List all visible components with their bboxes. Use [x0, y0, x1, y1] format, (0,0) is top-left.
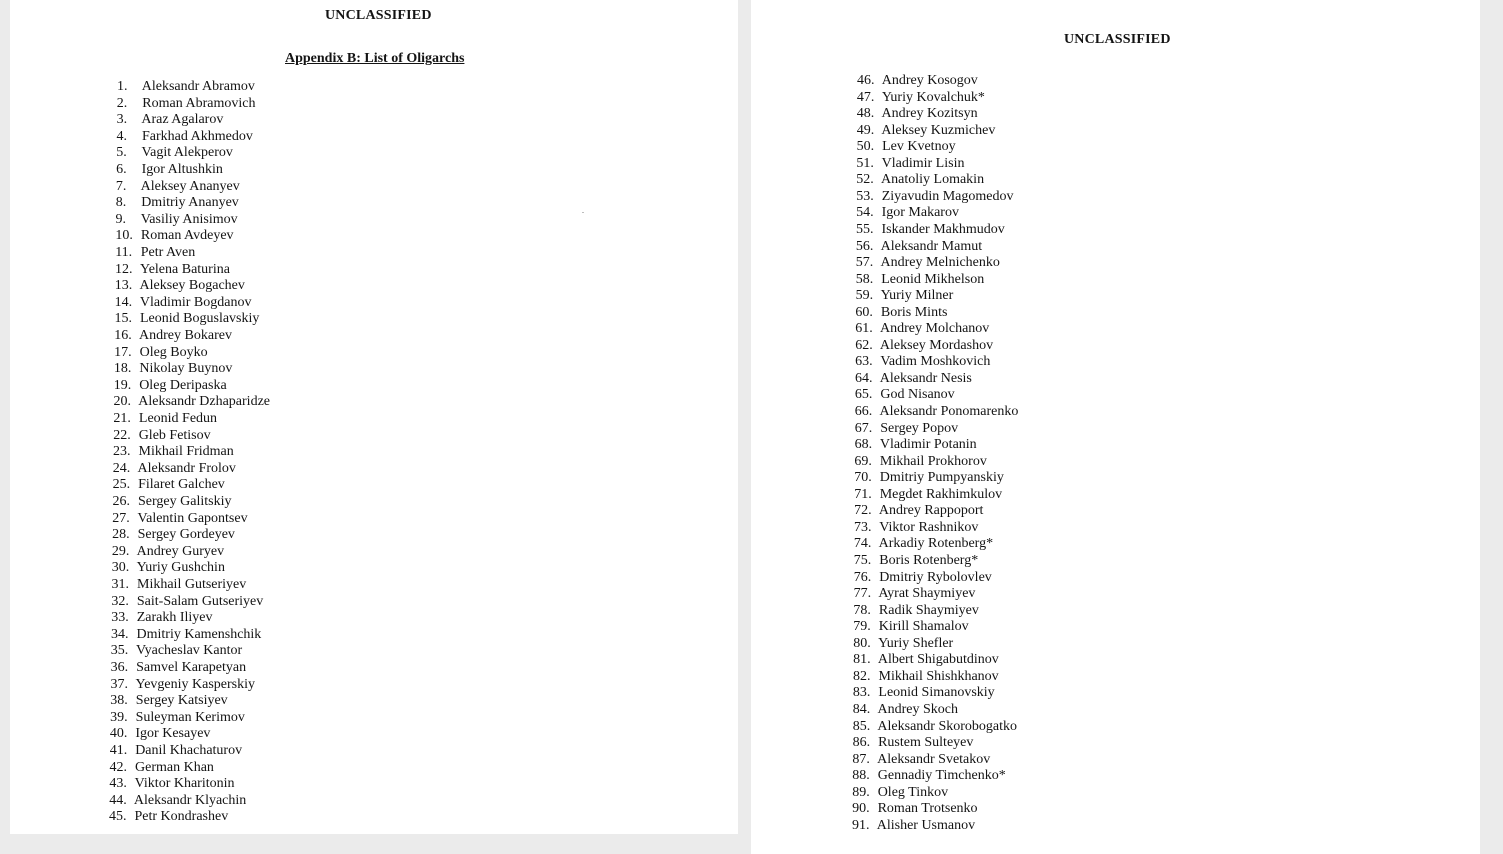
list-item-name: Vyacheslav Kantor: [136, 643, 243, 659]
list-item-number: 37.: [110, 676, 128, 692]
list-item: [853, 636, 953, 652]
list-item-number: 9.: [115, 211, 126, 227]
list-item-name: Roman Avdeyev: [140, 228, 234, 244]
list-item-number: 54.: [856, 205, 874, 221]
list-item: [856, 255, 1000, 271]
list-item: [853, 603, 978, 619]
list-item: [855, 404, 1019, 420]
list-item-name: Roman Trotsenko: [877, 801, 978, 817]
list-item-number: 71.: [854, 486, 872, 502]
list-item-name: Dmitriy Kamenshchik: [136, 626, 262, 642]
list-item-name: Igor Makarov: [881, 205, 959, 221]
list-item: [113, 444, 234, 460]
list-item-number: 51.: [856, 155, 874, 171]
list-item: [112, 544, 224, 560]
list-item-number: 25.: [112, 477, 131, 493]
list-item-number: 32.: [111, 593, 129, 609]
list-item: [856, 222, 1005, 238]
list-item-name: Yuriy Gushchin: [136, 560, 225, 576]
list-item: [852, 785, 948, 801]
list-item: [117, 96, 256, 112]
document-page-right: [751, 0, 1480, 854]
list-item-name: Ayrat Shaymiyev: [878, 586, 976, 602]
list-item-number: 84.: [852, 701, 871, 717]
list-item: [109, 809, 228, 825]
list-item: [854, 487, 1002, 503]
list-item-number: 15.: [114, 311, 132, 327]
list-item: [111, 627, 261, 643]
list-item-name: Aleksandr Mamut: [880, 238, 983, 254]
list-item-number: 53.: [856, 188, 874, 204]
list-item-number: 78.: [853, 602, 871, 618]
list-item: [852, 801, 977, 817]
list-item: [116, 145, 233, 161]
list-item-number: 16.: [114, 328, 132, 343]
list-item-number: 59.: [855, 288, 874, 304]
list-item: [855, 321, 989, 337]
list-item-number: 72.: [854, 503, 872, 519]
list-item-name: Yevgeniy Kasperskiy: [135, 676, 255, 692]
list-item-number: 67.: [854, 420, 873, 436]
list-item: [853, 669, 999, 685]
list-item-name: Roman Abramovich: [142, 95, 256, 111]
list-item-name: Iskander Makhmudov: [881, 222, 1005, 237]
list-item-number: 73.: [854, 519, 872, 535]
list-item-number: 27.: [112, 510, 130, 526]
list-item-number: 91.: [852, 817, 870, 833]
list-item: [855, 387, 955, 403]
list-item-number: 81.: [853, 652, 871, 668]
list-item-name: Vladimir Bogdanov: [139, 294, 252, 310]
list-item-number: 80.: [853, 635, 871, 651]
list-item-name: Leonid Boguslavskiy: [140, 311, 260, 327]
list-item-number: 56.: [855, 238, 874, 254]
list-item-name: Rustem Sulteyev: [878, 735, 974, 750]
list-item-number: 86.: [852, 735, 871, 750]
list-item-name: Viktor Rashnikov: [879, 519, 979, 535]
list-item: [112, 577, 247, 593]
list-item-number: 74.: [853, 536, 872, 552]
list-item: [115, 262, 230, 278]
list-item: [110, 693, 227, 709]
list-item: [856, 272, 985, 288]
list-item-number: 45.: [109, 809, 127, 825]
list-item-number: 50.: [856, 139, 875, 155]
list-item: [853, 619, 968, 635]
list-item-number: 40.: [109, 726, 128, 742]
list-item: [857, 90, 985, 106]
list-item-number: 8.: [115, 195, 127, 211]
list-item-name: Yelena Baturina: [139, 261, 230, 277]
list-item: [113, 428, 210, 444]
list-item-name: Aleksandr Frolov: [137, 460, 236, 476]
list-item: [854, 520, 978, 536]
list-item-name: Arkadiy Rotenberg*: [878, 536, 994, 552]
list-item-name: Andrey Melnichenko: [880, 255, 1000, 271]
list-item: [854, 570, 992, 586]
list-item: [114, 378, 227, 394]
list-item-name: Leonid Mikhelson: [881, 271, 985, 287]
list-item: [857, 123, 996, 139]
list-item-name: God Nisanov: [880, 387, 955, 403]
list-item-number: 22.: [113, 427, 131, 443]
list-item-name: Vladimir Lisin: [881, 155, 965, 171]
list-item-number: 60.: [855, 304, 873, 320]
list-item-number: 62.: [855, 337, 873, 353]
list-item-name: Sergey Katsiyev: [135, 693, 228, 709]
list-item-name: Vasiliy Anisimov: [140, 211, 238, 227]
list-item-name: Sergey Galitskiy: [138, 494, 232, 509]
list-item-number: 5.: [116, 145, 127, 161]
list-item-name: Andrey Guryev: [136, 543, 225, 559]
list-item: [110, 726, 211, 742]
list-item-name: Igor Kesayev: [135, 726, 211, 742]
list-item-name: Viktor Kharitonin: [134, 776, 235, 792]
list-item-name: Alisher Usmanov: [876, 817, 976, 833]
list-item-name: Dmitriy Rybolovlev: [879, 569, 992, 585]
list-item: [853, 735, 974, 751]
list-item: [855, 305, 947, 321]
list-item-number: 35.: [110, 643, 129, 659]
list-item-number: 12.: [115, 261, 133, 277]
list-item: [854, 470, 1004, 486]
list-item-number: 68.: [854, 437, 873, 453]
list-item-name: Vladimir Potanin: [879, 437, 977, 453]
list-item-name: Andrey Kozitsyn: [881, 106, 978, 122]
list-item-number: 38.: [110, 693, 128, 709]
list-item: [852, 768, 1005, 784]
list-item-number: 31.: [111, 577, 129, 592]
list-item-number: 4.: [116, 128, 127, 144]
list-item: [110, 743, 242, 759]
list-item-number: 75.: [853, 553, 872, 568]
list-item-name: Yuriy Shefler: [878, 635, 954, 651]
scan-speck: [582, 212, 584, 213]
list-item: [115, 228, 233, 244]
list-item-name: Albert Shigabutdinov: [877, 652, 999, 668]
list-item: [853, 702, 958, 718]
list-item-name: Valentin Gapontsev: [137, 510, 248, 526]
list-item-name: Aleksandr Ponomarenko: [879, 404, 1019, 419]
list-item: [855, 437, 977, 453]
list-item: [855, 421, 958, 437]
list-item-number: 18.: [113, 361, 132, 377]
list-item: [857, 73, 978, 89]
list-item: [857, 139, 956, 155]
list-item-number: 55.: [856, 222, 874, 237]
list-item-name: Danil Khachaturov: [135, 743, 243, 758]
list-item-number: 83.: [852, 685, 871, 701]
list-item-number: 47.: [856, 89, 875, 105]
list-item-name: Leonid Simanovskiy: [878, 685, 995, 701]
list-item: [116, 162, 223, 178]
list-item-number: 14.: [114, 294, 133, 310]
list-item-name: Aleksey Ananyev: [140, 178, 240, 194]
list-item: [113, 461, 236, 477]
list-item: [112, 560, 225, 576]
list-item-number: 23.: [113, 444, 131, 460]
list-item-number: 19.: [113, 377, 132, 393]
list-item: [116, 195, 239, 211]
list-item-name: Dmitriy Ananyev: [141, 195, 239, 211]
list-item: [854, 553, 978, 569]
list-item: [113, 411, 217, 427]
list-item-name: Boris Mints: [880, 304, 948, 320]
list-item-name: German Khan: [135, 759, 214, 775]
list-item-name: Nikolay Buynov: [139, 361, 233, 377]
list-item: [856, 288, 954, 304]
list-item-name: Suleyman Kerimov: [135, 709, 245, 725]
list-item-number: 11.: [115, 245, 133, 260]
list-item-name: Mikhail Shishkhanov: [878, 668, 999, 684]
list-item-number: 79.: [853, 619, 871, 635]
list-item-name: Andrey Skoch: [877, 701, 959, 717]
list-item-number: 49.: [856, 122, 875, 138]
list-item-name: Radik Shaymiyev: [878, 602, 979, 618]
list-item-number: 89.: [852, 784, 870, 800]
list-item-number: 64.: [855, 370, 873, 386]
list-item-number: 90.: [852, 801, 870, 817]
list-item: [854, 454, 986, 470]
list-item: [117, 112, 224, 128]
list-item-number: 6.: [116, 162, 127, 177]
list-item-name: Igor Altushkin: [141, 162, 223, 177]
list-item: [109, 776, 234, 792]
list-item-number: 39.: [110, 709, 128, 725]
list-item: [116, 179, 240, 195]
list-item-name: Oleg Tinkov: [877, 784, 949, 800]
list-item-name: Sergey Popov: [880, 420, 959, 436]
list-item-number: 46.: [857, 73, 875, 88]
list-item-number: 87.: [852, 751, 870, 767]
list-item-number: 28.: [112, 527, 130, 543]
list-item-name: Aleksandr Nesis: [879, 370, 972, 386]
list-item-name: Aleksandr Svetakov: [877, 751, 991, 767]
list-item-name: Megdet Rakhimkulov: [879, 486, 1003, 502]
list-item: [111, 643, 242, 659]
list-item-name: Yuriy Kovalchuk*: [881, 89, 985, 105]
list-item-number: 41.: [109, 743, 128, 758]
list-item-number: 21.: [113, 411, 131, 426]
list-item: [113, 494, 232, 510]
list-item-number: 17.: [114, 344, 132, 360]
list-item-number: 76.: [853, 569, 872, 585]
list-item-number: 63.: [855, 354, 873, 370]
list-item: [115, 295, 252, 311]
list-item-number: 88.: [852, 768, 870, 784]
classification-marking: UNCLASSIFIED: [1064, 32, 1171, 47]
list-item-name: Aleksey Kuzmichev: [881, 122, 996, 138]
list-item: [852, 818, 975, 834]
list-item-number: 33.: [111, 610, 129, 626]
list-item: [856, 189, 1013, 205]
list-item-number: 7.: [115, 178, 127, 194]
list-item: [116, 212, 238, 228]
list-item: [114, 345, 208, 361]
list-item-name: Aleksey Bogachev: [139, 278, 245, 294]
list-item-name: Aleksandr Skorobogatko: [877, 718, 1018, 734]
list-item-number: 36.: [110, 660, 129, 675]
list-item: [114, 361, 232, 377]
list-item-number: 2.: [116, 95, 128, 111]
list-item: [854, 503, 983, 519]
list-item: [112, 511, 247, 527]
list-item-number: 13.: [114, 278, 133, 294]
list-item-name: Mikhail Gutseriyev: [137, 577, 247, 592]
list-item: [113, 477, 225, 493]
list-item-number: 57.: [855, 255, 874, 271]
list-item: [852, 752, 990, 768]
list-item-name: Filaret Galchev: [138, 477, 225, 493]
list-item-name: Aleksandr Dzhaparidze: [138, 394, 271, 410]
list-item: [115, 278, 245, 294]
list-item-name: Andrey Molchanov: [880, 321, 990, 337]
list-item: [114, 394, 271, 410]
list-item-name: Kirill Shamalov: [878, 619, 969, 635]
list-item: [857, 106, 978, 122]
list-item-number: 48.: [856, 106, 875, 122]
list-item-number: 61.: [855, 321, 873, 337]
list-item-name: Petr Kondrashev: [134, 809, 229, 825]
list-item: [855, 338, 993, 354]
list-item: [115, 245, 195, 261]
list-item-name: Lev Kvetnoy: [882, 139, 956, 155]
list-item: [856, 239, 982, 255]
list-item: [117, 79, 255, 95]
list-item-name: Andrey Kosogov: [881, 73, 978, 88]
list-item-number: 70.: [854, 470, 872, 486]
list-item-number: 1.: [117, 79, 128, 94]
list-item-number: 42.: [109, 759, 127, 775]
list-item-number: 58.: [855, 271, 874, 287]
list-item-name: Petr Aven: [140, 245, 196, 260]
list-item-number: 24.: [112, 460, 131, 476]
list-item: [853, 652, 999, 668]
list-item: [853, 685, 995, 701]
list-item-name: Vadim Moshkovich: [880, 354, 991, 370]
list-item-number: 65.: [854, 387, 873, 403]
appendix-title: Appendix B: List of Oligarchs: [285, 51, 465, 66]
list-item: [856, 205, 959, 221]
list-item-name: Gennadiy Timchenko*: [877, 768, 1006, 784]
list-item: [856, 172, 984, 188]
list-item-number: 34.: [111, 626, 129, 642]
list-item: [110, 710, 245, 726]
list-item-number: 82.: [853, 668, 871, 684]
list-item-name: Oleg Deripaska: [139, 377, 227, 393]
list-item-name: Mikhail Prokhorov: [879, 453, 987, 469]
list-item: [112, 527, 235, 543]
list-item-name: Aleksandr Klyachin: [133, 792, 247, 808]
list-item-name: Ziyavudin Magomedov: [881, 188, 1014, 204]
list-item: [111, 610, 212, 626]
list-item-number: 85.: [852, 718, 871, 734]
list-item-name: Yuriy Milner: [880, 288, 954, 304]
list-item-number: 3.: [116, 112, 128, 128]
list-item-name: Mikhail Fridman: [138, 444, 234, 460]
list-item-number: 69.: [854, 453, 872, 469]
list-item: [111, 660, 247, 676]
list-item-name: Araz Agalarov: [141, 112, 224, 128]
list-item-name: Gleb Fetisov: [138, 427, 211, 443]
list-item-number: 44.: [109, 792, 127, 808]
list-item: [853, 719, 1017, 735]
list-item: [855, 354, 990, 370]
list-item-number: 29.: [111, 543, 130, 559]
list-item-name: Anatoliy Lomakin: [881, 172, 985, 188]
list-item: [114, 328, 232, 344]
list-item: [111, 677, 256, 693]
list-item: [854, 536, 993, 552]
list-item: [854, 586, 976, 602]
list-item-name: Dmitriy Pumpyanskiy: [879, 470, 1004, 486]
classification-marking: UNCLASSIFIED: [325, 8, 432, 23]
list-item-number: 30.: [111, 560, 130, 576]
list-item-name: Leonid Fedun: [138, 411, 218, 426]
list-item: [110, 760, 214, 776]
list-item-name: Zarakh Iliyev: [136, 610, 213, 626]
list-item-name: Sergey Gordeyev: [137, 527, 235, 543]
list-item: [117, 129, 253, 145]
list-item: [856, 156, 964, 172]
list-item-number: 66.: [854, 404, 873, 419]
list-item: [111, 594, 263, 610]
list-item-number: 77.: [853, 586, 872, 602]
list-item: [855, 371, 972, 387]
list-item-name: Oleg Boyko: [139, 344, 208, 360]
list-item-number: 52.: [856, 172, 874, 188]
list-item-name: Aleksey Mordashov: [879, 337, 994, 353]
list-item-name: Sait-Salam Gutseriyev: [136, 593, 264, 609]
list-item-name: Boris Rotenberg*: [879, 553, 979, 568]
list-item: [109, 793, 246, 809]
list-item: [115, 311, 260, 327]
list-item-name: Vagit Alekperov: [141, 145, 233, 161]
list-item-number: 26.: [112, 494, 130, 509]
list-item-name: Andrey Bokarev: [139, 328, 232, 343]
list-item-number: 43.: [109, 776, 127, 792]
list-item-name: Aleksandr Abramov: [141, 79, 255, 94]
document-page-left: [10, 0, 738, 834]
list-item-name: Farkhad Akhmedov: [142, 128, 253, 144]
list-item-number: 20.: [113, 394, 131, 410]
list-item-name: Andrey Rappoport: [878, 503, 984, 519]
list-item-name: Samvel Karapetyan: [136, 660, 247, 675]
list-item-number: 10.: [115, 228, 133, 244]
